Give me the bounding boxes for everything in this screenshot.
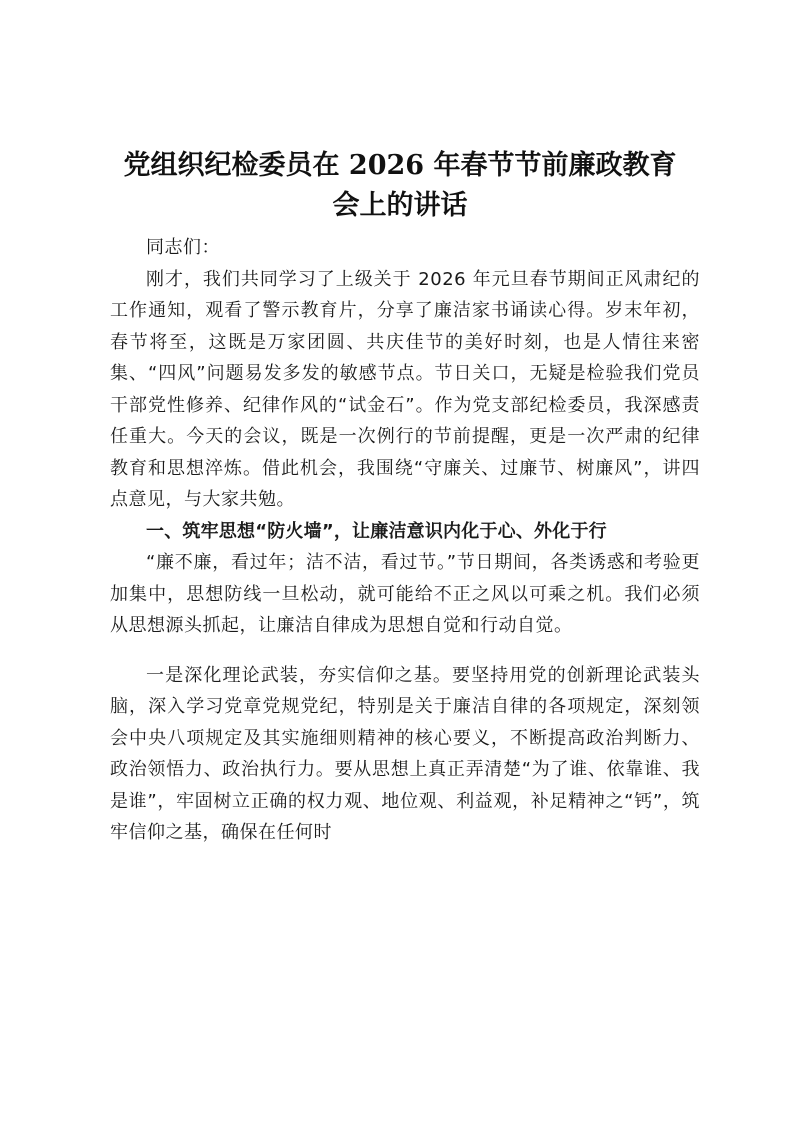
document-body — [110, 232, 700, 849]
title-line-1: 党组织纪检委员在 2026 年春节节前廉政教育 — [123, 150, 677, 181]
greeting: 同志们： — [146, 237, 220, 258]
document-title — [100, 146, 700, 226]
paragraph-intro: 刚才，我们共同学习了上级关于 2026 年元旦春节期间正风肃纪的工作通知，观看了警示教育片，分享了廉洁家书诵读心得。岁末年初，春节将至，这既是万家团圆、共庆佳节的美好时刻，也是人情往来密集、“四风”问题易发多发的敏感节点。节日关口，无疑是检验我们党员干部党性修养、纪律作风的“试金石”。作为党支部纪检委员，我深感责任重大。今天的会议，既是一次例行的节前提醒，更是一次严肃的纪律教育和思想淬炼。借此机会，我围绕“守廉关、过廉节、树廉风”，讲四点意见，与大家共勉。 — [110, 268, 700, 510]
paragraph-point-1: 一是深化理论武装，夯实信仰之基。要坚持用党的创新理论武装头脑，深入学习党章党规党纪，特别是关于廉洁自律的各项规定，深刻领会中央八项规定及其实施细则精神的核心要义，不断提高政治判断力、政治领悟力、政治执行力。要从思想上真正弄清楚“为了谁、依靠谁、我是谁”，牢固树立正确的权力观、地位观、利益观，补足精神之“钙”，筑牢信仰之基，确保在任何时 — [110, 664, 700, 843]
paragraph-section1-intro: “廉不廉，看过年；洁不洁，看过节。”节日期间，各类诱惑和考验更加集中，思想防线一旦松动，就可能给不正之风以可乘之机。我们必须从思想源头抓起，让廉洁自律成为思想自觉和行动自觉。 — [110, 552, 700, 636]
section-heading-1: 一、筑牢思想“防火墙”，让廉洁意识内化于心、外化于行 — [146, 520, 607, 542]
title-line-2: 会上的讲话 — [332, 190, 468, 221]
